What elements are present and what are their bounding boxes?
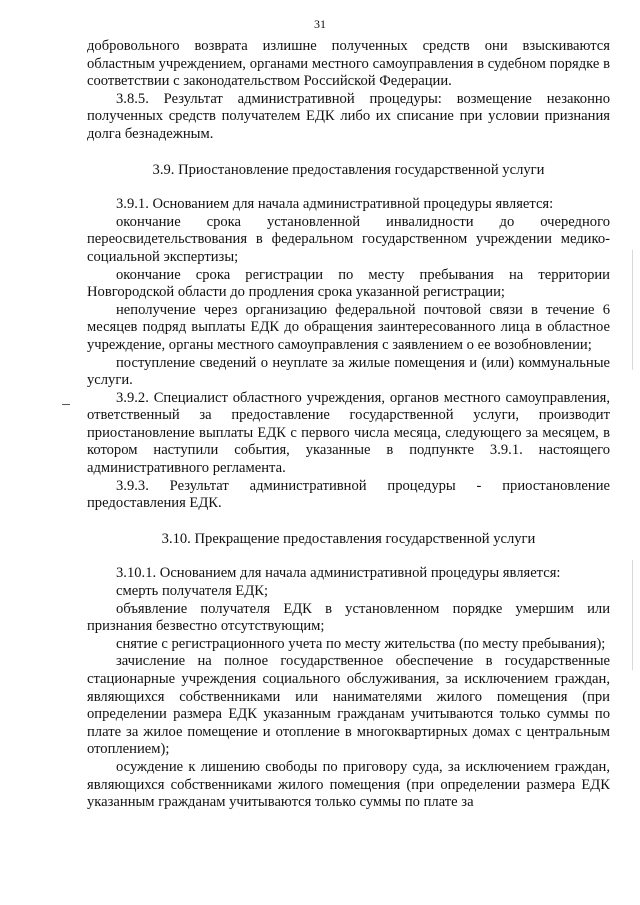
spacer bbox=[87, 548, 610, 565]
paragraph: добровольного возврата излишне полученных средств они взыскиваются областным учреждением, органами местного самоуправления в судебном порядке в соответствии с законодательством Российской Федерации. bbox=[87, 38, 610, 90]
margin-dash bbox=[62, 404, 70, 405]
section-heading-3-9: 3.9. Приостановление предоставления государственной услуги bbox=[152, 161, 545, 178]
paragraph: снятие с регистрационного учета по месту жительства (по месту пребывания); bbox=[116, 635, 606, 652]
document-body bbox=[87, 38, 610, 812]
paragraph: объявление получателя ЕДК в установленном порядке умершим или признания безвестно отсутствующим; bbox=[87, 600, 610, 635]
paragraph: 3.9.3. Результат административной процедуры - приостановление предоставления ЕДК. bbox=[87, 477, 610, 512]
spacer bbox=[87, 144, 610, 162]
scan-edge-mark bbox=[632, 250, 633, 370]
spacer bbox=[87, 513, 610, 531]
paragraph: окончание срока установленной инвалидности до очередного переосвидетельствования в федеральном государственном учреждении медико-социальной экспертизы; bbox=[87, 213, 610, 265]
paragraph: поступление сведений о неуплате за жилые помещения и (или) коммунальные услуги. bbox=[87, 354, 610, 389]
paragraph: 3.9.2. Специалист областного учреждения, органов местного самоуправления, ответственный за предоставление государственной услуги, производит приостановление выплаты ЕДК с первого числа месяца, следующего за месяцем, в котором наступили события, указанные в подпункте 3.9.1. настоящего административного регламента. bbox=[87, 389, 610, 477]
section-heading-3-10: 3.10. Прекращение предоставления государственной услуги bbox=[161, 530, 536, 547]
paragraph: зачисление на полное государственное обеспечение в государственные стационарные учреждения социального обслуживания, за исключением граждан, являющихся собственниками или нанимателями жилого помещения (при определении размера ЕДК указанным гражданам учитываются только суммы по плате за жилое помещение и отопление в многоквартирных домах с центральным отоплением); bbox=[87, 653, 610, 758]
paragraph: окончание срока регистрации по месту пребывания на территории Новгородской области до продления срока указанной регистрации; bbox=[87, 266, 610, 301]
paragraph: 3.8.5. Результат административной процедуры: возмещение незаконно полученных средств получателем ЕДК либо их списание при условии признания долга безнадежным. bbox=[87, 90, 610, 142]
spacer bbox=[87, 179, 610, 196]
paragraph: осуждение к лишению свободы по приговору суда, за исключением граждан, являющихся собственниками жилого помещения (при определении размера ЕДК указанным гражданам учитываются только суммы по плате за bbox=[87, 758, 610, 811]
paragraph: 3.9.1. Основанием для начала административной процедуры является: bbox=[116, 196, 554, 213]
paragraph: 3.10.1. Основанием для начала административной процедуры является: bbox=[116, 565, 561, 582]
scan-edge-mark bbox=[632, 560, 633, 670]
paragraph: смерть получателя ЕДК; bbox=[116, 583, 269, 600]
paragraph: неполучение через организацию федеральной почтовой связи в течение 6 месяцев подряд выплаты ЕДК до обращения заинтересованного лица в областное учреждение, органы местного самоуправления с заявлением о ее возобновлении; bbox=[87, 301, 610, 353]
page-number: 31 bbox=[314, 17, 326, 31]
